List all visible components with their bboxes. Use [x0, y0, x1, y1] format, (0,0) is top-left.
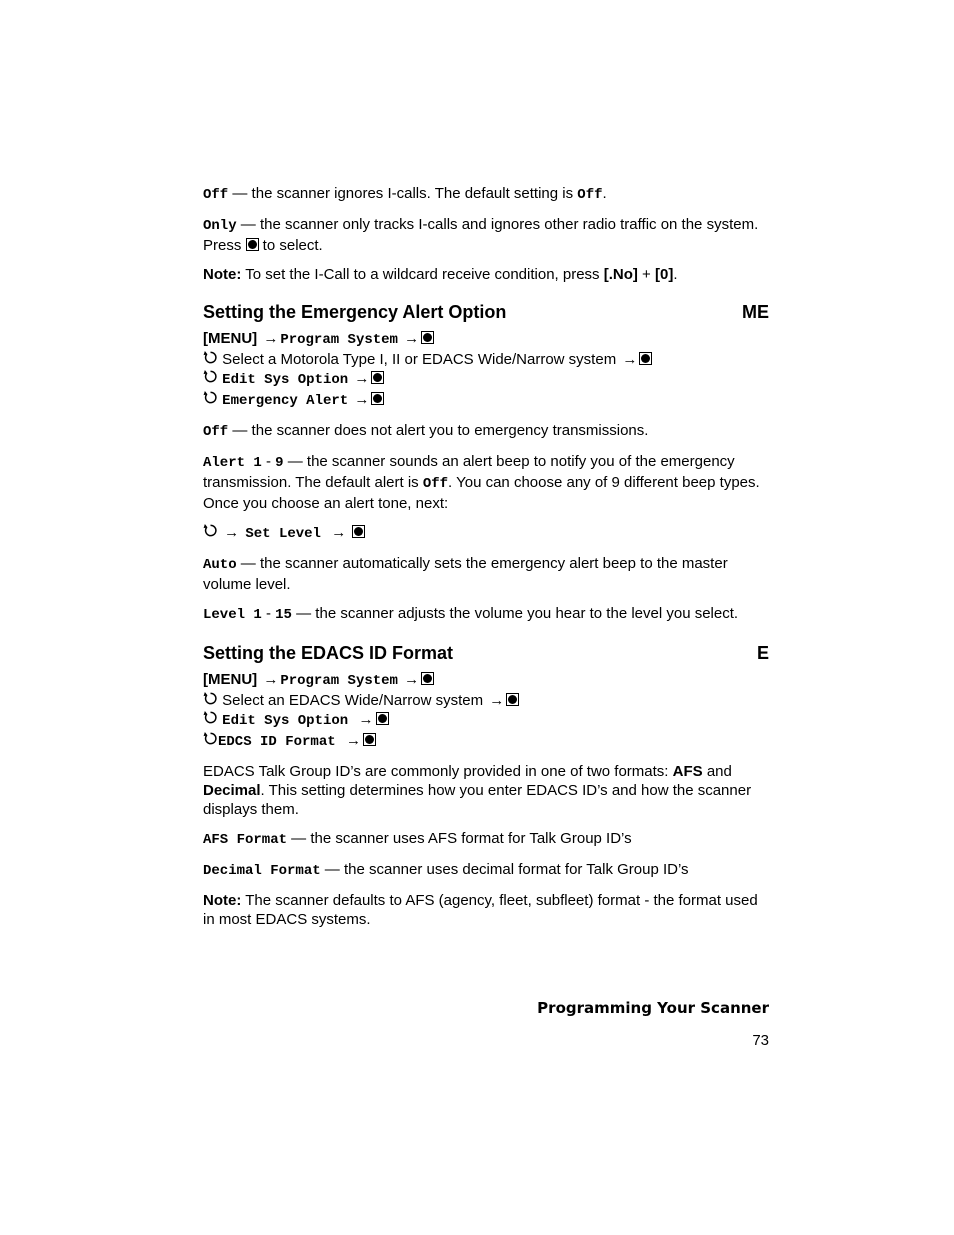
level-text: — the scanner adjusts the volume you hear to the level you select.: [291, 605, 739, 622]
section-tag: ME: [742, 302, 769, 322]
footer-section-title: Programming Your Scanner: [537, 999, 769, 1017]
select-button-icon: [421, 331, 434, 344]
auto-text: — the scanner automatically sets the emergency alert beep to the master volume level.: [203, 555, 728, 593]
note-end: .: [673, 266, 678, 283]
menu-step: [203, 369, 769, 390]
level-term-start: Level 1: [203, 607, 262, 623]
select-button-icon: [371, 371, 384, 384]
menu-steps-edacs: [203, 670, 769, 752]
only-text: — the scanner only tracks I-calls and ignores other radio traffic on the system. Press: [203, 216, 759, 254]
intro-note: [203, 265, 769, 284]
only-paragraph: [203, 215, 769, 255]
note-text: The scanner defaults to AFS (agency, fleet, subfleet) format - the format used in most EDACS systems.: [203, 892, 758, 928]
step-edcs-id-format: EDCS ID Format: [218, 734, 336, 750]
menu-step: [203, 329, 769, 350]
step-set-level: Set Level: [245, 526, 321, 542]
alert-default: Off: [422, 476, 449, 492]
select-button-icon: [506, 693, 519, 706]
alert-dash: -: [261, 453, 276, 470]
step-edit-sys-option: Edit Sys Option: [222, 372, 349, 388]
set-level-step: [203, 523, 769, 544]
section-tag: E: [756, 643, 769, 663]
section-heading-edacs: [203, 643, 769, 664]
menu-key: [MENU]: [203, 671, 258, 688]
only-end: to select.: [258, 237, 323, 254]
off-end: .: [602, 185, 607, 202]
afs-term: AFS Format: [203, 832, 288, 848]
menu-key: [MENU]: [203, 330, 258, 347]
right-arrow-icon: →: [404, 330, 420, 347]
select-button-icon: [246, 238, 259, 251]
off-paragraph: [203, 184, 769, 205]
right-arrow-icon: →: [404, 671, 420, 688]
level-term-end: 15: [275, 607, 292, 623]
off-term: Off: [203, 424, 229, 440]
alert-paragraph: [203, 452, 769, 513]
note-label: Note:: [203, 892, 242, 909]
alert-term-end: 9: [275, 455, 284, 471]
menu-step: [203, 731, 769, 752]
off-term: Off: [203, 187, 229, 203]
note-plus: +: [637, 266, 655, 283]
decimal-paragraph: [203, 860, 769, 881]
note-text: To set the I-Call to a wildcard receive condition, press: [241, 266, 604, 283]
desc-text-2: . This setting determines how you enter EDACS ID’s and how the scanner displays them.: [203, 782, 752, 818]
menu-step: [203, 523, 769, 544]
afs-text: — the scanner uses AFS format for Talk Group ID’s: [287, 830, 632, 847]
select-button-icon: [371, 392, 384, 405]
rotate-arrow-icon: [203, 390, 218, 405]
rotate-arrow-icon: [203, 710, 218, 725]
rotate-arrow-icon: [203, 691, 218, 706]
desc-afs: AFS: [672, 763, 703, 780]
section-title: Setting the EDACS ID Format: [203, 643, 454, 663]
right-arrow-icon: →: [263, 330, 279, 347]
right-arrow-icon: →: [622, 351, 638, 368]
section-heading-emergency: [203, 302, 769, 323]
step-edit-sys-option: Edit Sys Option: [222, 713, 349, 729]
step-select-system: Select an EDACS Wide/Narrow system: [218, 692, 484, 709]
afs-paragraph: [203, 829, 769, 850]
page-number: 73: [752, 1032, 769, 1049]
note-label: Note:: [203, 266, 242, 283]
alert-text-2: . You can choose any of 9 different beep types. Once you choose an alert tone, next:: [203, 474, 760, 512]
rotate-arrow-icon: [203, 523, 218, 538]
desc-decimal: Decimal: [203, 782, 261, 799]
right-arrow-icon: →: [354, 391, 370, 408]
menu-step: [203, 390, 769, 411]
step-program-system: Program System: [280, 673, 398, 689]
alert-term-start: Alert 1: [203, 455, 262, 471]
right-arrow-icon: →: [327, 524, 347, 541]
select-button-icon: [363, 733, 376, 746]
right-arrow-icon: →: [341, 732, 361, 749]
select-button-icon: [376, 712, 389, 725]
rotate-arrow-icon: [203, 369, 218, 384]
menu-step: [203, 350, 769, 369]
section-title: Setting the Emergency Alert Option: [203, 302, 507, 322]
emergency-off-paragraph: [203, 421, 769, 442]
menu-steps-emergency: [203, 329, 769, 411]
step-select-system: Select a Motorola Type I, II or EDACS Wide/Narrow system: [218, 351, 617, 368]
menu-step: [203, 691, 769, 710]
auto-paragraph: [203, 554, 769, 594]
right-arrow-icon: →: [354, 370, 370, 387]
edacs-note: [203, 891, 769, 929]
rotate-arrow-icon: [203, 350, 218, 365]
select-button-icon: [639, 352, 652, 365]
rotate-arrow-icon: [203, 731, 218, 746]
right-arrow-icon: →: [263, 671, 279, 688]
decimal-text: — the scanner uses decimal format for Talk Group ID’s: [320, 861, 689, 878]
menu-step: [203, 710, 769, 731]
alert-text: — the scanner sounds an alert beep to notify you of the emergency transmission. The default alert is: [203, 453, 735, 491]
desc-and: and: [702, 763, 732, 780]
note-key-zero: [0]: [655, 266, 674, 283]
note-key-no: [.No]: [603, 266, 638, 283]
off-default: Off: [577, 187, 603, 203]
select-button-icon: [352, 525, 365, 538]
step-emergency-alert: Emergency Alert: [222, 393, 349, 409]
auto-term: Auto: [203, 557, 237, 573]
off-text: — the scanner does not alert you to emergency transmissions.: [228, 422, 649, 439]
step-program-system: Program System: [280, 332, 398, 348]
desc-text: EDACS Talk Group ID’s are commonly provided in one of two formats:: [203, 763, 673, 780]
select-button-icon: [421, 672, 434, 685]
off-text: — the scanner ignores I-calls. The default setting is: [228, 185, 578, 202]
decimal-term: Decimal Format: [203, 863, 321, 879]
menu-step: [203, 670, 769, 691]
right-arrow-icon: →: [354, 711, 374, 728]
edacs-description: [203, 762, 769, 819]
level-dash: -: [261, 605, 276, 622]
right-arrow-icon: →: [489, 692, 505, 709]
level-paragraph: [203, 604, 769, 625]
only-term: Only: [203, 218, 237, 234]
right-arrow-icon: →: [224, 524, 240, 541]
page-content: [203, 184, 769, 939]
